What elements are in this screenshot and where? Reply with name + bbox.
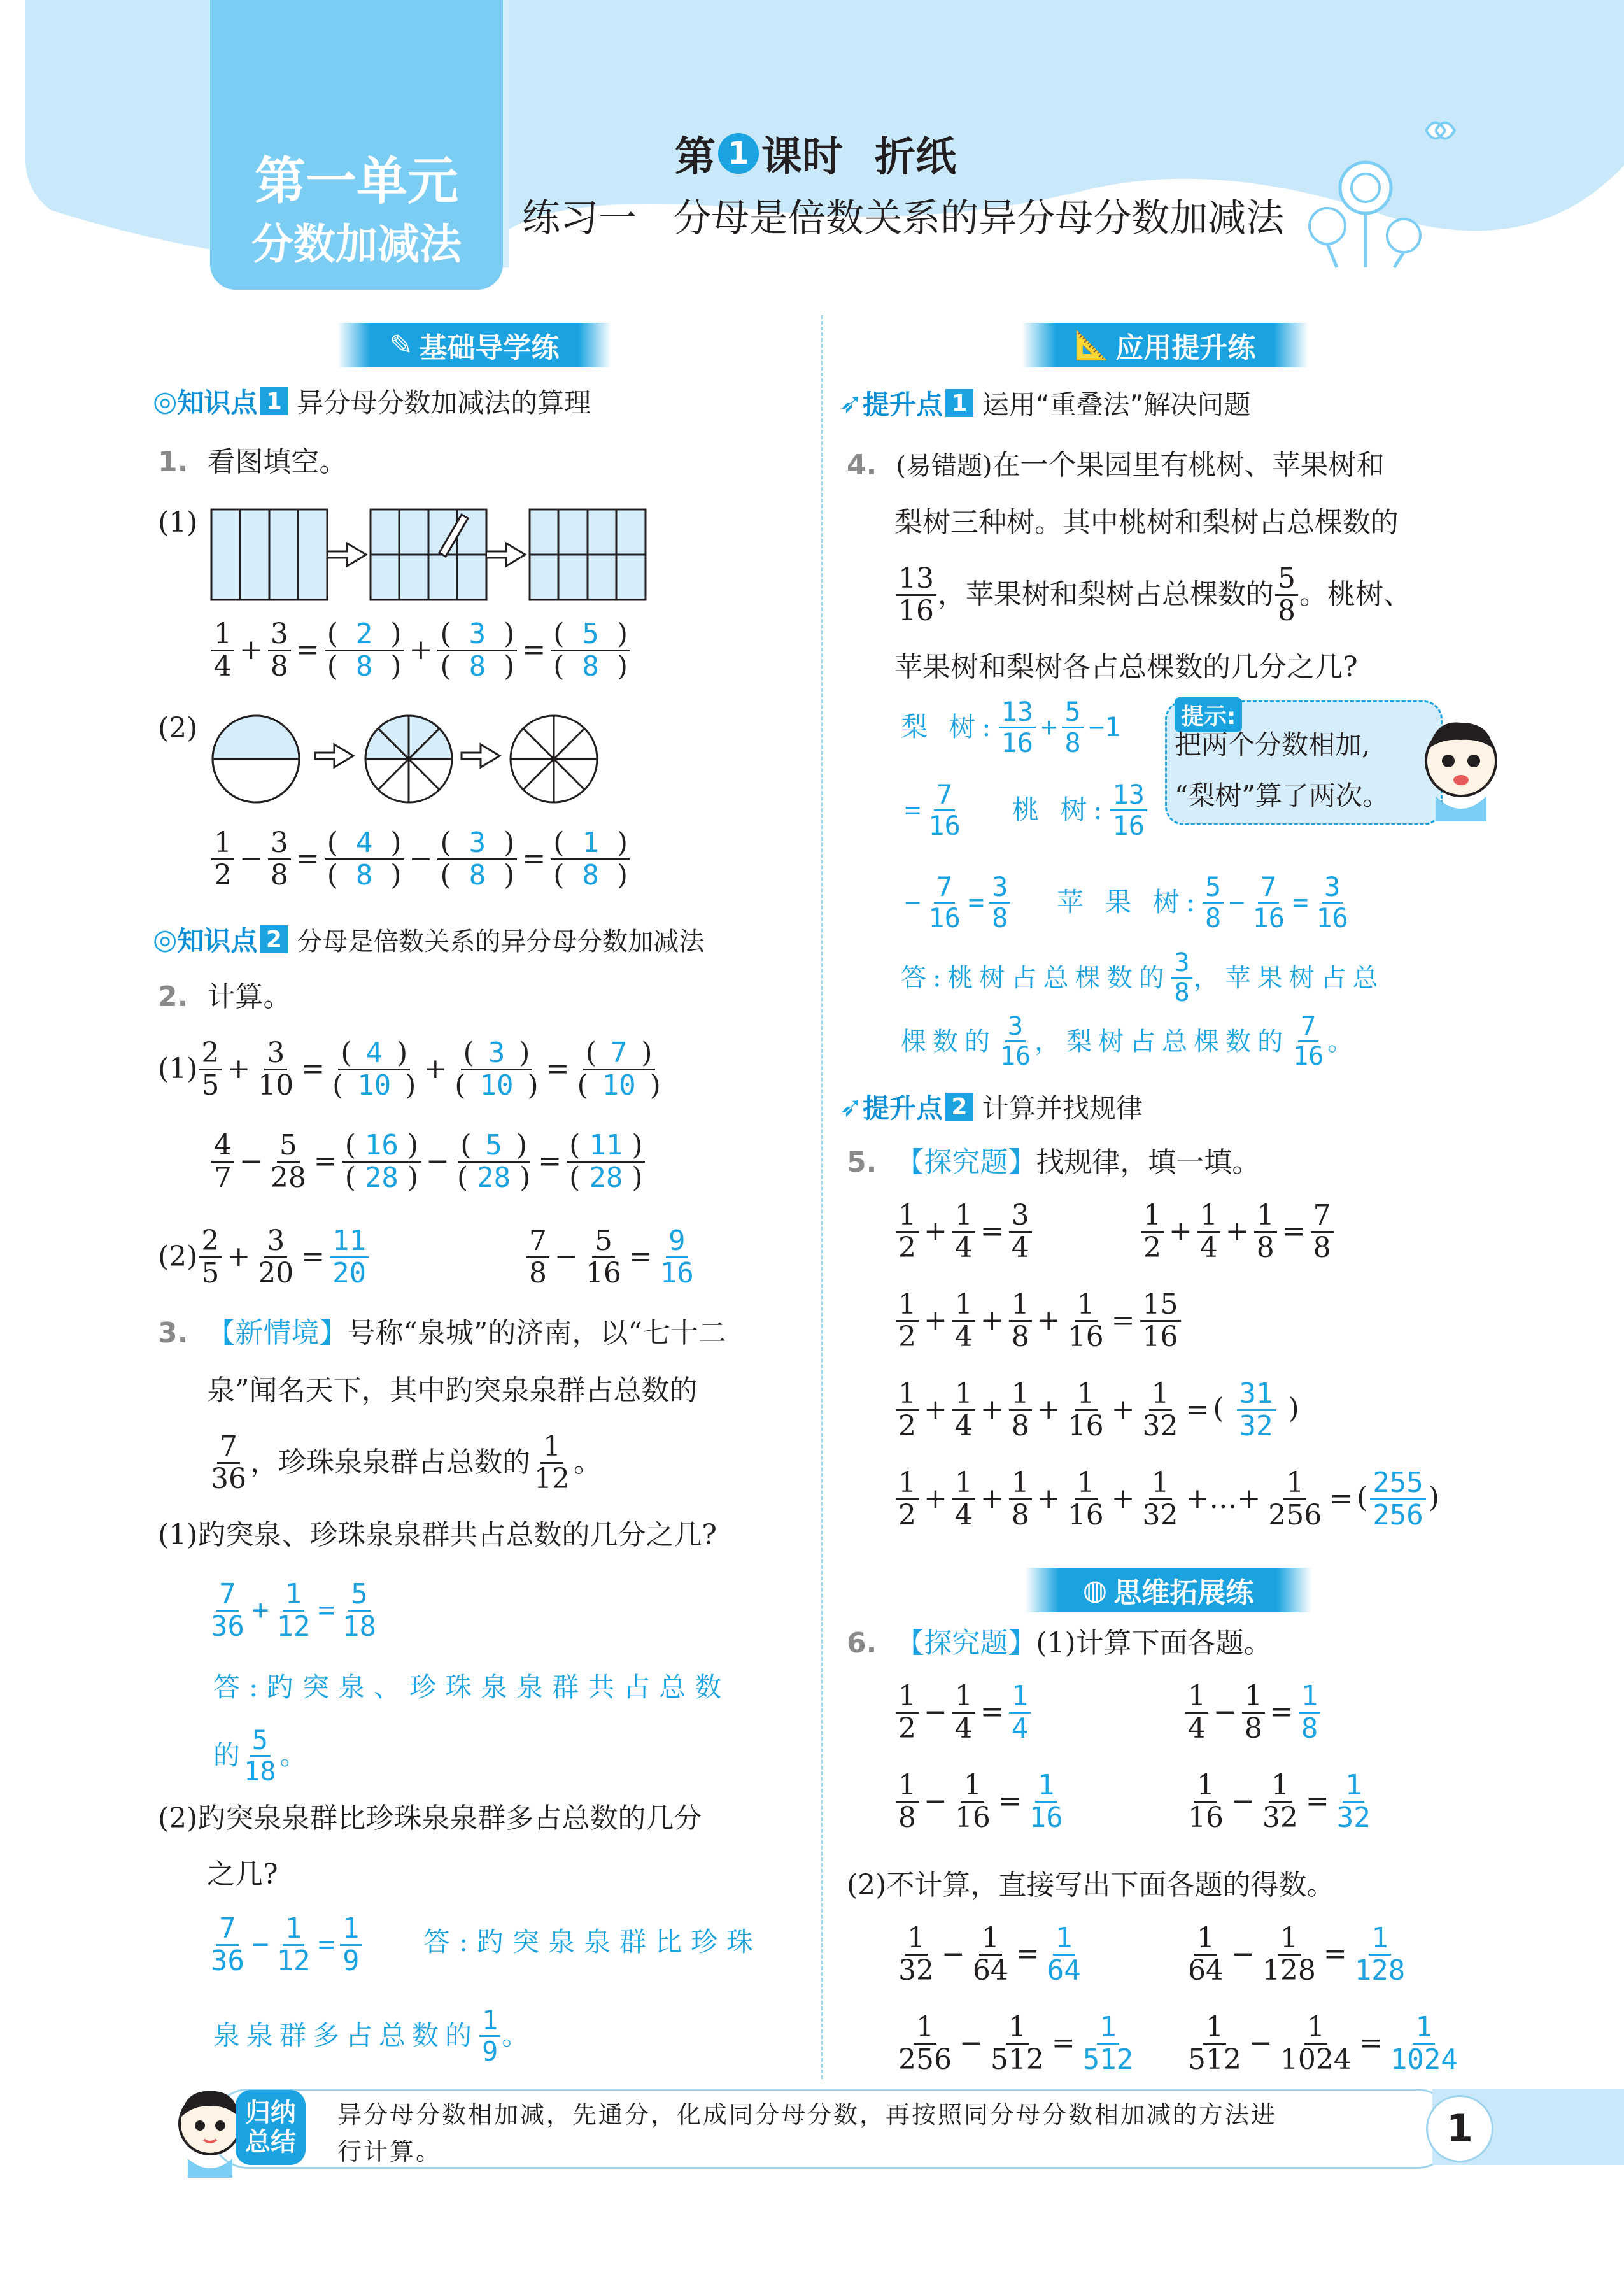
hint-line-1: 把两个分数相加, xyxy=(1175,729,1371,760)
hint-line-2: “梨树”算了两次。 xyxy=(1175,780,1389,811)
fraction: 7 36 xyxy=(211,1578,244,1644)
section-basic-label: 基础导学练 xyxy=(419,332,560,364)
answer-blank[interactable]: $\frac{( 2 )}{( 8 )}$ xyxy=(325,619,404,683)
improvement-point-number: 1 xyxy=(945,389,973,417)
fraction: $\frac{7}{16}$ xyxy=(1252,871,1285,934)
lesson-suffix: 课时 xyxy=(761,134,843,181)
q2-equation-1: (1) 2 5 + $\frac{3}{10}$ = $\frac{( 4 )}{( 10 )}$ + $\frac{( 3 )}{( 10 )}$ = $\frac{( 7 )}{( 10 )}$ xyxy=(158,1038,665,1102)
q1-part-1-label: (1) xyxy=(158,506,198,539)
summary-badge-line-1: 归纳 xyxy=(245,2098,296,2127)
question-3-sub-2-work: 7 36 − $\frac{1}{12}$ = $\frac{1}{9}$ xyxy=(207,1913,363,1977)
fraction: $\frac{3}{8}$ xyxy=(268,828,291,891)
q4-pear-work: 梨 树: 13 16 + $\frac{5}{8}$ −1 xyxy=(901,696,1121,759)
question-4-line-4: 苹果树和梨树各占总棵数的几分之几? xyxy=(894,651,1358,683)
fraction: $\frac{5}{28}$ xyxy=(270,1129,306,1195)
question-number: 5. xyxy=(847,1146,877,1179)
rocket-icon: ➶ xyxy=(839,1090,863,1123)
improvement-point-label: 提升点 xyxy=(862,389,943,420)
fraction: 5 8 xyxy=(1275,564,1298,627)
question-3-sub-2-answer-line-1: 答:趵突泉泉群比珍珠 xyxy=(423,1926,763,1957)
question-number: 6. xyxy=(847,1627,877,1659)
target-icon: ◎ xyxy=(153,923,178,956)
q6-expr-1: 1 2 − $\frac{1}{4}$ = $\frac{1}{4}$ xyxy=(894,1681,1032,1745)
q5-row-2: 1 2 + $\frac{1}{4}$ + $\frac{1}{8}$ + $\frac{1}{16}$ = $\frac{15}{16}$ xyxy=(894,1289,1182,1353)
boy-mascot-icon xyxy=(1416,713,1506,821)
section-banner-basic xyxy=(337,323,611,367)
fraction: $\frac{7}{16}$ xyxy=(928,779,961,842)
fraction-diagram-circles xyxy=(210,710,656,812)
answer-blank[interactable]: $\frac{( 16 )}{( 28 )}$ xyxy=(342,1130,421,1194)
answer-blank[interactable]: $\frac{( 3 )}{( 10 )}$ xyxy=(455,1037,539,1102)
answer-blank[interactable]: $\frac{( 3 )}{( 8 )}$ xyxy=(437,828,517,891)
fraction: $\frac{3}{8}$ xyxy=(989,872,1010,933)
fraction: 5 8 xyxy=(1203,872,1224,933)
question-tag: 【探究题】 xyxy=(896,1146,1036,1179)
fraction: $\frac{3}{20}$ xyxy=(258,1225,294,1290)
fraction: $\frac{1}{12}$ xyxy=(276,1912,311,1978)
q4-apple-work: 苹 果 树: 5 8 − $\frac{7}{16}$ = $\frac{3}{16}$ xyxy=(1057,872,1352,933)
target-icon: ◎ xyxy=(153,385,178,418)
question-number: 2. xyxy=(158,981,188,1013)
question-5: 5. 【探究题】找规律，填一填。 xyxy=(847,1146,1260,1179)
question-tag: 【探究题】 xyxy=(896,1627,1036,1659)
fraction: $\frac{5}{18}$ xyxy=(342,1578,376,1644)
question-3-sub-2-answer-line-2: 泉泉群多占总数的 1 9 。 xyxy=(213,2005,535,2068)
fraction: 4 7 xyxy=(211,1130,234,1194)
fraction: 7 36 xyxy=(211,1430,246,1496)
improvement-point-2 xyxy=(839,1088,1143,1126)
question-4-line-3: 13 16 ，苹果树和梨树占总棵数的 5 8 。桃树、 xyxy=(894,564,1411,627)
lesson-prefix: 第 xyxy=(675,134,716,181)
question-3-line-1: 3. 【新情境】号称“泉城”的济南，以“七十二 xyxy=(158,1317,726,1349)
question-2 xyxy=(158,981,291,1014)
answer-blank[interactable]: $\frac{( 7 )}{( 10 )}$ xyxy=(577,1037,661,1102)
question-text: 看图填空。 xyxy=(207,446,348,478)
unit-subtitle: 分数加减法 xyxy=(251,220,462,269)
globe-icon: ◍ xyxy=(1082,1573,1108,1607)
q1-part-2-equation: 1 2 − $\frac{3}{8}$ = $\frac{( 4 )}{( 8 )}$ − $\frac{( 3 )}{( 8 )}$ = $\frac{( 1 )}{( 8 )}$ xyxy=(210,828,632,891)
knowledge-point-text: 分母是倍数关系的异分母分数加减法 xyxy=(297,927,705,956)
question-1 xyxy=(158,446,347,479)
summary-line-2: 行计算。 xyxy=(337,2138,442,2166)
q4-answer-line-1: 答:桃树占总棵数的 3 8 ，苹果树占总 xyxy=(901,948,1385,1007)
answer-blank[interactable]: $\frac{( 4 )}{( 8 )}$ xyxy=(325,828,404,891)
fraction: $\frac{5}{8}$ xyxy=(1062,697,1083,758)
question-3-sub-2-line-2: 之几? xyxy=(207,1858,278,1891)
fraction: 13 16 xyxy=(896,564,936,627)
knowledge-point-number: 2 xyxy=(260,925,288,953)
fraction: $\frac{3}{16}$ xyxy=(1316,871,1348,934)
knowledge-point-label: 知识点 xyxy=(177,387,258,418)
answer-blank[interactable]: $\frac{( 11 )}{( 28 )}$ xyxy=(567,1130,645,1194)
fraction: $\frac{3}{8}$ xyxy=(268,619,291,683)
q4-peach-work: 桃 树: 13 16 xyxy=(1012,780,1148,841)
q1-part-2-label: (2) xyxy=(158,712,198,744)
fraction: $\frac{3}{10}$ xyxy=(258,1037,294,1102)
improvement-point-text: 计算并找规律 xyxy=(982,1093,1143,1124)
question-tag: 【新情境】 xyxy=(207,1317,348,1349)
q6-expr-8: 1 512 − $\frac{1}{1024}$ = $\frac{1}{1024}$ xyxy=(1188,2011,1458,2077)
question-3-sub-1-answer-line-2: 的 5 18 。 xyxy=(213,1724,307,1787)
fraction: 3 8 xyxy=(1171,949,1192,1007)
question-tag: (易错题) xyxy=(896,451,992,481)
knowledge-point-2 xyxy=(153,920,704,958)
fraction: 2 5 xyxy=(199,1226,222,1289)
knowledge-point-label: 知识点 xyxy=(177,925,258,956)
q6-expr-3: 1 8 − $\frac{1}{16}$ = $\frac{1}{16}$ xyxy=(894,1770,1067,1834)
section-thinking-label: 思维拓展练 xyxy=(1113,1577,1254,1609)
rocket-icon: ➶ xyxy=(839,387,863,420)
fraction: 7 8 xyxy=(526,1226,549,1289)
knowledge-point-number: 1 xyxy=(260,387,288,415)
knowledge-point-text: 异分母分数加减法的算理 xyxy=(297,387,591,418)
section-application-label: 应用提升练 xyxy=(1115,332,1256,364)
answer-fraction: $\frac{11}{20}$ xyxy=(330,1226,369,1289)
fraction: 7 16 xyxy=(1293,1012,1324,1071)
summary-line-1: 异分母分数相加减，先通分，化成同分母分数，再按照同分母分数相加减的方法进 xyxy=(337,2101,1278,2129)
q6-expr-6: 1 64 − $\frac{1}{128}$ = $\frac{1}{128}$ xyxy=(1188,1922,1406,1987)
q2-equation-4: 7 8 − $\frac{5}{16}$ = $\frac{9}{16}$ xyxy=(525,1226,698,1289)
hint-title: 提示: xyxy=(1175,697,1242,732)
ruler-icon: 📐 xyxy=(1074,329,1110,362)
lesson-topic: 折纸 xyxy=(875,134,956,181)
question-3-sub-1: (1)趵突泉、珍珠泉泉群共占总数的几分之几? xyxy=(158,1519,717,1551)
question-3-line-3: 7 36 ，珍珠泉泉群占总数的 1 12 。 xyxy=(207,1431,602,1495)
fraction: 1 12 xyxy=(534,1430,570,1496)
fraction: 1 9 xyxy=(479,2006,500,2066)
section-banner-thinking xyxy=(1025,1568,1311,1612)
q4-peach-result: − $\frac{7}{16}$ = $\frac{3}{8}$ xyxy=(901,872,1012,933)
q5-row-3: 1 2 + $\frac{1}{4}$ + $\frac{1}{8}$ + $\frac{1}{16}$ + $\frac{1}{32}$ = ( $\frac{31}{32}$ ) xyxy=(894,1379,1299,1442)
fraction: 13 16 xyxy=(1110,780,1148,841)
question-number: 3. xyxy=(158,1317,188,1349)
improvement-point-text: 运用“重叠法”解决问题 xyxy=(982,389,1251,420)
knowledge-point-1 xyxy=(153,382,591,420)
q5-row-4: 1 2 + $\frac{1}{4}$ + $\frac{1}{8}$ + $\frac{1}{16}$ + $\frac{1}{32}$ +…+ $\frac{1}{256}$ = ( $\frac{255}{256}$ ) xyxy=(894,1468,1439,1531)
fraction: 7 36 xyxy=(211,1912,244,1978)
q2-equation-2: 4 7 − $\frac{5}{28}$ = $\frac{( 16 )}{( 28 )}$ − $\frac{( 5 )}{( 28 )}$ = $\frac{( 11 )}{( 28 )}$ xyxy=(210,1130,646,1194)
answer-fraction: $\frac{9}{16}$ xyxy=(660,1225,694,1290)
fraction: 1 4 xyxy=(211,619,234,683)
question-3-sub-1-work: 7 36 + $\frac{1}{12}$ = $\frac{5}{18}$ xyxy=(207,1579,380,1643)
fraction: 2 5 xyxy=(199,1038,222,1102)
answer-blank[interactable]: $\frac{( 3 )}{( 8 )}$ xyxy=(437,619,517,683)
question-number: 4. xyxy=(847,449,877,481)
fraction: $\frac{5}{16}$ xyxy=(585,1225,621,1290)
improvement-point-label: 提升点 xyxy=(862,1093,943,1124)
section-banner-application xyxy=(1022,323,1308,367)
question-4-line-1: 4. (易错题)在一个果园里有桃树、苹果树和 xyxy=(847,449,1385,481)
answer-blank[interactable]: $\frac{( 1 )}{( 8 )}$ xyxy=(551,828,630,891)
q1-part-1-equation: 1 4 + $\frac{3}{8}$ = $\frac{( 2 )}{( 8 )}$ + $\frac{( 3 )}{( 8 )}$ = $\frac{( 5 )}{( 8 )}$ xyxy=(210,619,632,683)
summary-badge-line-2: 总结 xyxy=(245,2127,296,2157)
q5-row-1a: 1 2 + $\frac{1}{4}$ = $\frac{3}{4}$ xyxy=(894,1200,1033,1264)
question-number: 1. xyxy=(158,446,188,478)
answer-blank[interactable]: $\frac{( 4 )}{( 10 )}$ xyxy=(332,1037,416,1102)
q4-pear-result: = $\frac{7}{16}$ xyxy=(901,780,964,841)
fraction: 5 18 xyxy=(244,1724,276,1787)
question-3-line-2: 泉”闻名天下，其中趵突泉泉群占总数的 xyxy=(207,1374,698,1407)
fraction: 3 16 xyxy=(1000,1012,1031,1071)
compass-icon: ✎ xyxy=(389,329,413,362)
answer-blank[interactable]: ( $\frac{31}{32}$ ) xyxy=(1213,1377,1299,1443)
fraction: 13 16 xyxy=(999,697,1036,758)
exercise-title: 练习一 分母是倍数关系的异分母分数加减法 xyxy=(522,196,1285,241)
fraction-diagram-rectangles xyxy=(210,508,808,604)
question-text: 计算。 xyxy=(207,981,292,1013)
improvement-point-number: 2 xyxy=(945,1093,973,1121)
summary-badge xyxy=(236,2090,306,2165)
q6-part-2-text: (2)不计算，直接写出下面各题的得数。 xyxy=(847,1869,1335,1901)
lesson-title xyxy=(675,124,956,183)
unit-title: 第一单元 xyxy=(255,152,458,211)
q6-expr-4: 1 16 − $\frac{1}{32}$ = $\frac{1}{32}$ xyxy=(1188,1769,1371,1835)
q6-expr-7: 1 256 − $\frac{1}{512}$ = $\frac{1}{512}$ xyxy=(898,2011,1134,2077)
question-6: 6. 【探究题】(1)计算下面各题。 xyxy=(847,1627,1272,1659)
question-4-line-2: 梨树三种树。其中桃树和梨树占总棵数的 xyxy=(894,506,1399,539)
fraction: 1 2 xyxy=(211,828,234,891)
fraction: $\frac{1}{9}$ xyxy=(340,1913,362,1977)
fraction: $\frac{1}{12}$ xyxy=(276,1578,311,1644)
q5-row-1b: 1 2 + $\frac{1}{4}$ + $\frac{1}{8}$ = $\frac{7}{8}$ xyxy=(1140,1200,1335,1264)
improvement-point-1 xyxy=(839,384,1250,422)
q6-expr-5: 1 32 − $\frac{1}{64}$ = $\frac{1}{64}$ xyxy=(898,1922,1081,1987)
question-3-sub-2-line-1: (2)趵突泉泉群比珍珠泉泉群多占总数的几分 xyxy=(158,1802,702,1835)
question-3-sub-1-answer-line-1: 答:趵突泉、珍珠泉泉群共占总数 xyxy=(213,1672,731,1703)
answer-blank[interactable]: $\frac{( 5 )}{( 28 )}$ xyxy=(456,1129,531,1195)
q2-equation-3: (2) 2 5 + $\frac{3}{20}$ = $\frac{11}{20}$ xyxy=(158,1226,370,1289)
lesson-number: 1 xyxy=(718,133,759,174)
q6-expr-2: 1 4 − $\frac{1}{8}$ = $\frac{1}{8}$ xyxy=(1184,1681,1322,1745)
page-number: 1 xyxy=(1426,2095,1493,2162)
q4-answer-line-2: 棵数的 3 16 ，梨树占总棵数的 7 16 。 xyxy=(901,1012,1360,1071)
answer-blank[interactable]: ( $\frac{255}{256}$ ) xyxy=(1357,1466,1439,1532)
fraction: $\frac{7}{16}$ xyxy=(928,871,961,934)
answer-blank[interactable]: $\frac{( 5 )}{( 8 )}$ xyxy=(551,619,630,683)
column-divider xyxy=(821,315,823,2079)
